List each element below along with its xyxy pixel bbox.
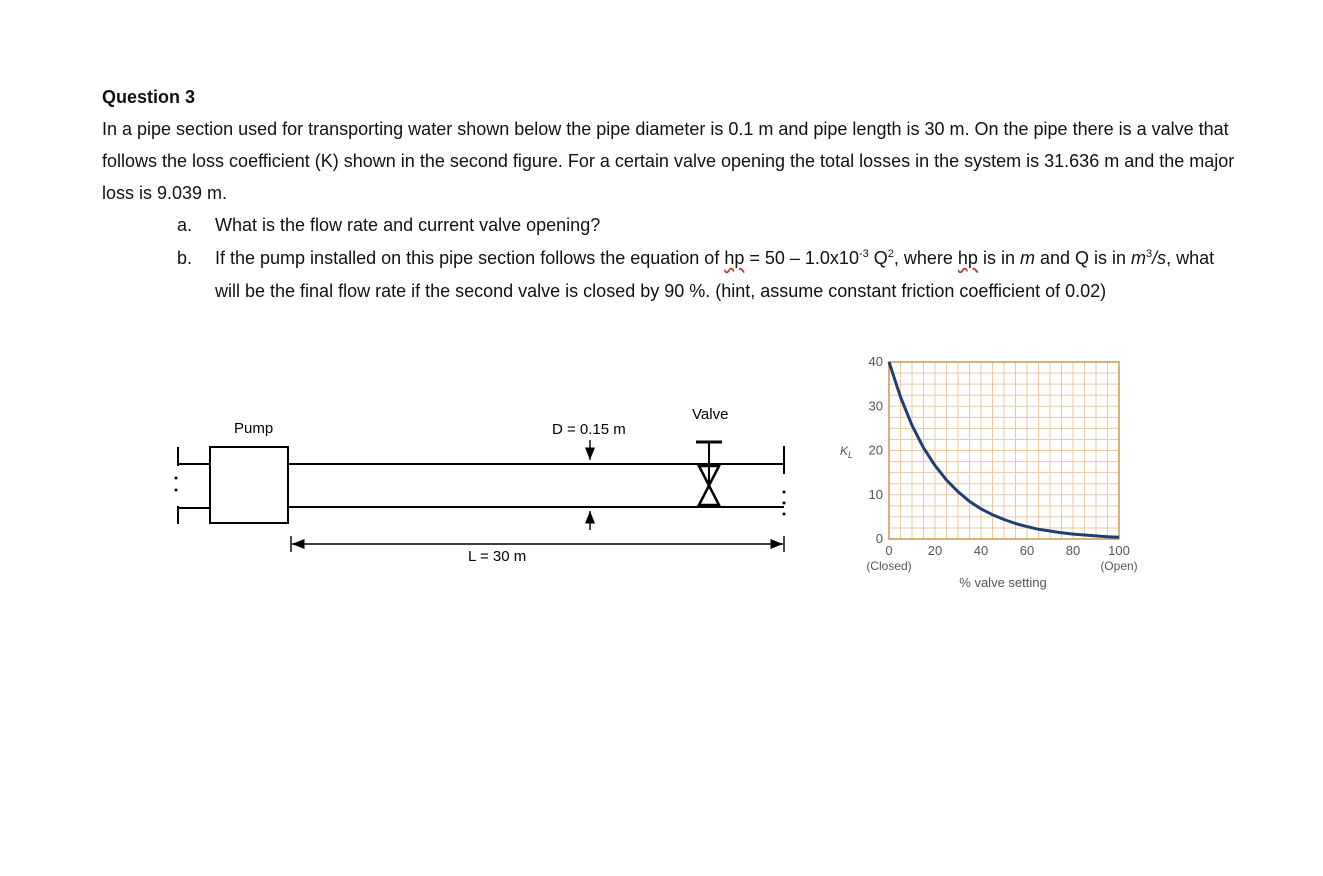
y-tick-labels	[869, 354, 883, 546]
unit-per-s: /s	[1152, 248, 1167, 268]
x-tick-label: 20	[927, 543, 943, 558]
y-tick-label: 30	[868, 398, 883, 414]
valve-label: Valve	[692, 406, 729, 423]
y-axis-label	[840, 444, 853, 460]
loss-coefficient-chart	[840, 354, 1138, 590]
pipe-schematic	[175, 406, 786, 565]
x-tick-label: 100	[1108, 543, 1130, 558]
y-tick-label: 10	[868, 486, 883, 502]
y-tick-label: 0	[875, 531, 883, 546]
exponent-2: 2	[887, 248, 894, 260]
outlet-dot	[783, 513, 786, 516]
part-b-text-4: , where	[893, 248, 958, 268]
x-tick-label: 60	[1019, 543, 1035, 558]
unit-m: m	[1019, 248, 1035, 268]
exponent-neg3: -3	[858, 248, 869, 260]
x-tick-label: 80	[1065, 543, 1081, 558]
y-axis-label-main: K	[840, 444, 849, 458]
diameter-label: D = 0.15 m	[552, 421, 626, 438]
part-b-text-3: Q	[868, 248, 888, 268]
part-a-marker: a.	[177, 215, 193, 235]
hp-term-2: hp	[957, 248, 978, 268]
x-axis-label: % valve setting	[959, 575, 1047, 590]
inlet-dot	[175, 489, 178, 492]
y-axis-label-sub: L	[848, 450, 854, 460]
x-tick-labels	[885, 543, 1129, 558]
outlet-dot	[783, 491, 786, 494]
part-b-text-5: is in	[977, 248, 1020, 268]
x-tick-label: 40	[973, 543, 989, 558]
outlet-dot	[783, 502, 786, 505]
pump-label: Pump	[234, 420, 274, 437]
valve-symbol	[696, 442, 722, 505]
unit-m3: m	[1131, 248, 1146, 268]
exponent-3: 3	[1146, 248, 1153, 260]
closed-note: (Closed)	[866, 559, 912, 573]
question-title: Question 3	[102, 87, 196, 107]
y-tick-label: 20	[868, 442, 883, 458]
part-b-text-6: and Q is in	[1034, 248, 1131, 268]
inlet-dot	[175, 477, 178, 480]
length-label: L = 30 m	[468, 548, 527, 565]
part-b-text-2: = 50 – 1.0x10	[744, 248, 859, 268]
pump-box	[210, 447, 288, 523]
part-a-text: What is the flow rate and current valve opening?	[215, 215, 601, 235]
hp-term: hp	[724, 248, 745, 268]
question-intro: In a pipe section used for transporting water shown below the pipe diameter is 0.1 m and pipe length is 30 m. On the pipe there is a valve that follows the loss coefficient (K) shown in the second figure. For a certain valve opening the total losses in the system is 31.636 m and the major loss is 9.039 m.	[102, 119, 1235, 203]
part-b-text-7: , what will be the final flow rate if the second valve is closed by 90 %. (hint, assume constant friction coefficient of 0.02)	[215, 248, 1215, 301]
part-b-marker: b.	[177, 248, 193, 268]
open-note: (Open)	[1100, 559, 1138, 573]
y-tick-label: 40	[868, 354, 883, 369]
x-tick-label: 0	[885, 543, 893, 558]
part-b-text-1: If the pump installed on this pipe section follows the equation of	[215, 248, 725, 268]
